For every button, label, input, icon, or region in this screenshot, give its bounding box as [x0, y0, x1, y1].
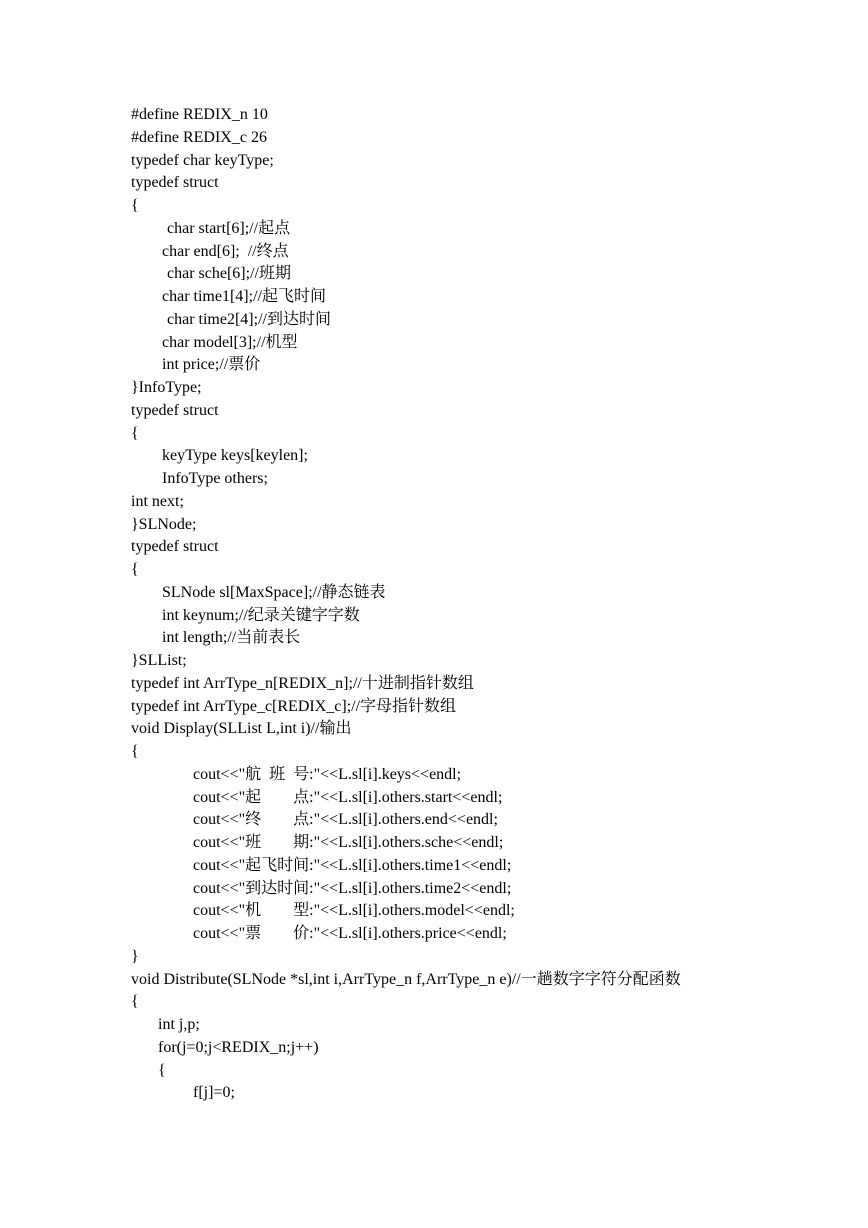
- code-listing: [0, 104, 868, 1105]
- code-line: int length;//当前表长: [162, 629, 301, 647]
- code-line: cout<<"班 期:"<<L.sl[i].others.sche<<endl;: [193, 834, 504, 851]
- code-line: char start[6];//起点: [167, 219, 291, 237]
- code-line: cout<<"起飞时间:"<<L.sl[i].others.time1<<endl;: [193, 856, 512, 874]
- code-line: int keynum;//纪录关键字字数: [162, 606, 360, 624]
- code-line: cout<<"终 点:"<<L.sl[i].others.end<<endl;: [193, 811, 498, 829]
- code-line: cout<<"起 点:"<<L.sl[i].others.start<<endl;: [193, 788, 503, 806]
- code-line: {: [131, 743, 139, 760]
- code-line: {: [131, 424, 139, 442]
- code-line: #define REDIX_n 10: [131, 106, 268, 123]
- code-line: cout<<"航 班 号:"<<L.sl[i].keys<<endl;: [193, 765, 462, 783]
- code-line: char sche[6];//班期: [167, 265, 291, 283]
- code-line: }: [131, 947, 139, 965]
- code-line: cout<<"到达时间:"<<L.sl[i].others.time2<<endl;: [193, 879, 512, 897]
- code-line: typedef struct: [131, 174, 219, 192]
- code-line: char time1[4];//起飞时间: [162, 288, 326, 305]
- code-line: typedef struct: [131, 538, 219, 556]
- code-line: {: [131, 197, 139, 214]
- code-line: typedef char keyType;: [131, 151, 274, 169]
- code-line: }InfoType;: [131, 379, 202, 396]
- code-line: for(j=0;j<REDIX_n;j++): [158, 1038, 319, 1056]
- code-line: int next;: [131, 492, 184, 510]
- code-line: keyType keys[keylen];: [162, 447, 308, 465]
- code-line: cout<<"机 型:"<<L.sl[i].others.model<<endl;: [193, 902, 515, 920]
- code-line: char model[3];//机型: [162, 333, 298, 351]
- code-line: {: [131, 993, 139, 1011]
- code-line: char end[6]; //终点: [162, 242, 289, 260]
- code-line: InfoType others;: [162, 470, 268, 487]
- code-line: }SLNode;: [131, 515, 197, 533]
- code-line: typedef int ArrType_n[REDIX_n];//十进制指针数组: [131, 674, 474, 692]
- code-line: #define REDIX_c 26: [131, 128, 267, 146]
- code-line: {: [158, 1061, 166, 1079]
- code-line: int price;//票价: [162, 356, 261, 374]
- code-line: cout<<"票 价:"<<L.sl[i].others.price<<endl;: [193, 925, 507, 942]
- code-line: f[j]=0;: [193, 1084, 235, 1102]
- code-line: typedef struct: [131, 401, 219, 419]
- code-line: void Distribute(SLNode *sl,int i,ArrType_n f,ArrType_n e)//一趟数字字符分配函数: [131, 970, 681, 988]
- code-line: SLNode sl[MaxSpace];//静态链表: [162, 583, 386, 601]
- code-line: }SLList;: [131, 652, 187, 669]
- code-line: typedef int ArrType_c[REDIX_c];//字母指针数组: [131, 697, 457, 715]
- code-line: int j,p;: [158, 1016, 200, 1033]
- code-line: void Display(SLList L,int i)//输出: [131, 720, 352, 738]
- code-line: char time2[4];//到达时间: [167, 310, 331, 328]
- code-line: {: [131, 561, 139, 578]
